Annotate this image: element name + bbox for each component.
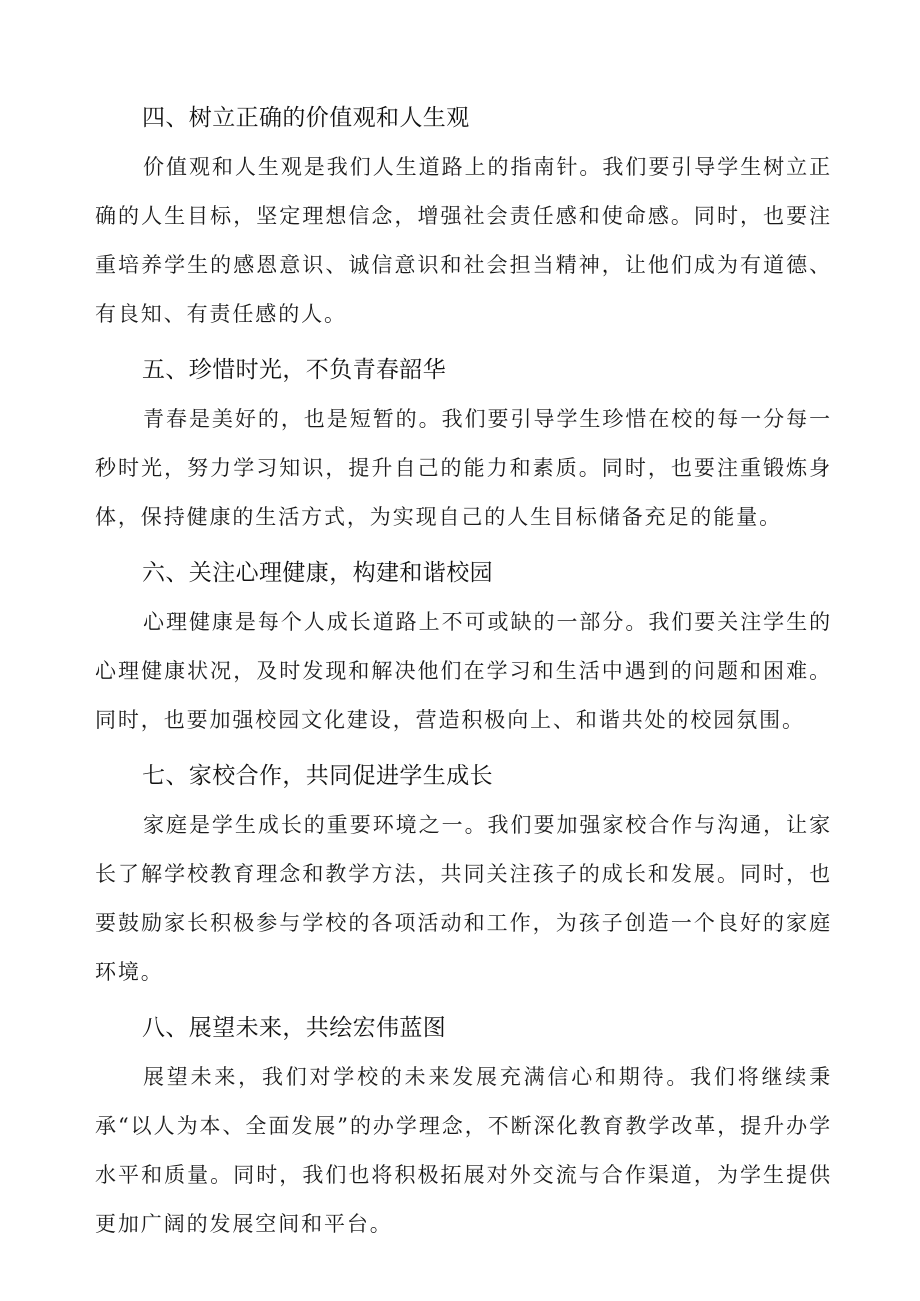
section-paragraph-5: 青春是美好的，也是短暂的。我们要引导学生珍惜在校的每一分每一秒时光，努力学习知识，提升自己的能力和素质。同时，也要注重锻炼身体，保持健康的生活方式，为实现自己的人生目标储备充足的能量。 [95, 407, 832, 529]
section-paragraph-4: 价值观和人生观是我们人生道路上的指南针。我们要引导学生树立正确的人生目标，坚定理想信念，增强社会责任感和使命感。同时，也要注重培养学生的感恩意识、诚信意识和社会担当精神，让他们成为有道德、有良知、有责任感的人。 [95, 155, 832, 326]
section-heading-6: 六、关注心理健康，构建和谐校园 [142, 560, 493, 586]
section-paragraph-7: 家庭是学生成长的重要环境之一。我们要加强家校合作与沟通，让家长了解学校教育理念和教学方法，共同关注孩子的成长和发展。同时，也要鼓励家长积极参与学校的各项活动和工作，为孩子创造一个良好的家庭环境。 [95, 813, 832, 984]
section-heading-7: 七、家校合作，共同促进学生成长 [142, 763, 493, 789]
section-heading-5: 五、珍惜时光，不负青春韶华 [142, 357, 447, 383]
section-heading-4: 四、树立正确的价值观和人生观 [142, 105, 470, 131]
section-paragraph-6: 心理健康是每个人成长道路上不可或缺的一部分。我们要关注学生的心理健康状况，及时发现和解决他们在学习和生活中遇到的问题和困难。同时，也要加强校园文化建设，营造积极向上、和谐共处的校园氛围。 [95, 610, 832, 732]
section-heading-8: 八、展望未来，共绘宏伟蓝图 [142, 1015, 447, 1041]
section-paragraph-8: 展望未来，我们对学校的未来发展充满信心和期待。我们将继续秉承“以人为本、全面发展”的办学理念，不断深化教育教学改革，提升办学水平和质量。同时，我们也将积极拓展对外交流与合作渠道，为学生提供更加广阔的发展空间和平台。 [95, 1065, 832, 1236]
